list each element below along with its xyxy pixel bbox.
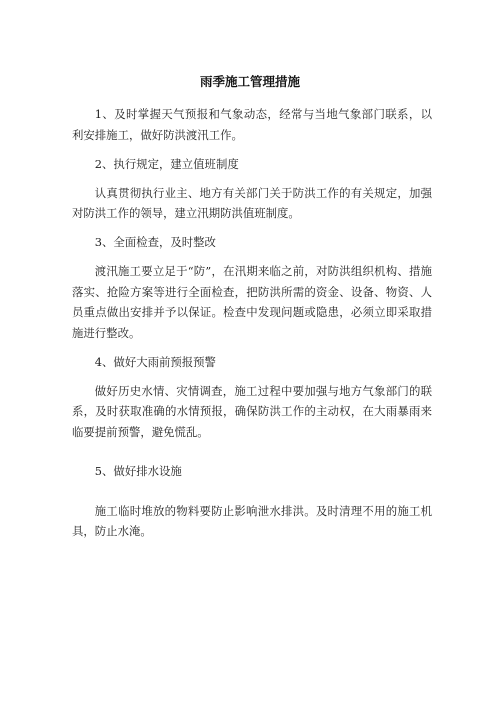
document-body — [72, 104, 432, 550]
section-4-heading: 4、做好大雨前预报预警 — [94, 354, 216, 369]
section-4-body: 做好历史水情、灾情调查，施工过程中要加强与地方气象部门的联系，及时获取准确的水情预报，确保防洪工作的主动权，在大雨暴雨来临要提前预警，避免慌乱。 — [72, 383, 432, 439]
section-1-text: 1、及时掌握天气预报和气象动态，经常与当地气象部门联系，以利安排施工，做好防洪渡汛工作。 — [72, 107, 432, 142]
document-title: 雨季施工管理措施 — [199, 74, 300, 89]
section-3-body: 渡汛施工要立足于“防”，在汛期来临之前，对防洪组织机构、措施落实、抢险方案等进行全面检查，把防洪所需的资金、设备、物资、人员重点做出安排并予以保证。检查中发现问题或隐患，必须立即采取措施进行整改。 — [72, 264, 432, 340]
section-5-heading: 5、做好排水设施 — [94, 464, 182, 478]
section-2-body: 认真贯彻执行业主、地方有关部门关于防洪工作的有关规定，加强对防洪工作的领导，建立汛期防洪值班制度。 — [72, 185, 432, 220]
section-5-body: 施工临时堆放的物料要防止影响泄水排洪。及时清理不用的施工机具，防止水淹。 — [72, 503, 432, 538]
section-2-heading: 2、执行规定，建立值班制度 — [94, 156, 239, 171]
section-3-heading: 3、全面检查，及时整改 — [94, 235, 216, 249]
